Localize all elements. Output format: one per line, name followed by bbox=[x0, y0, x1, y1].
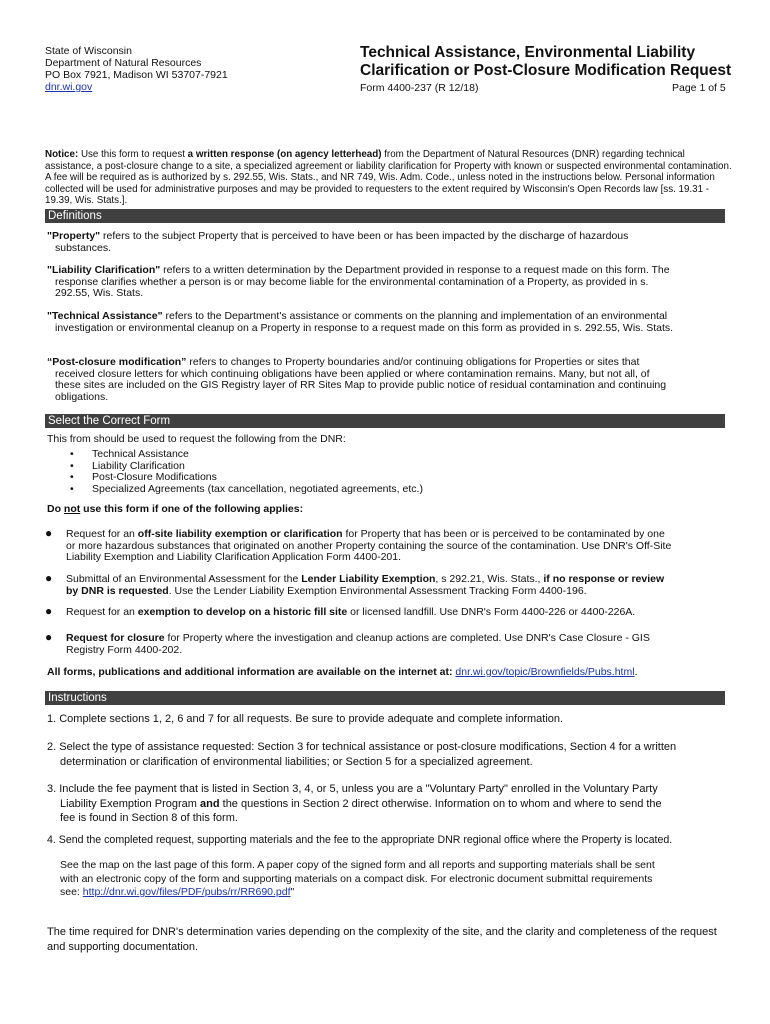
definition-text: obligations. bbox=[55, 390, 109, 403]
definition-liability-clarification bbox=[47, 265, 737, 300]
brownfields-pubs-link[interactable]: dnr.wi.gov/topic/Brownfields/Pubs.html bbox=[455, 666, 635, 678]
page-number: Page 1 of 5 bbox=[672, 82, 726, 94]
definition-text: response clarifies whether a person is or may become liable for the environmental contamination of a Property, as provided in s. bbox=[55, 275, 649, 288]
item-text: Submittal of an Environmental Assessment for the bbox=[66, 573, 302, 585]
step-text: the questions in Section 2 direct otherwise. Information on to whom and where to send the bbox=[219, 797, 662, 810]
definition-term: "Technical Assistance" bbox=[47, 310, 163, 322]
list-item-text: Post-Closure Modifications bbox=[92, 471, 217, 484]
bullet-icon: • bbox=[70, 471, 74, 484]
bullet-icon: ● bbox=[45, 526, 53, 540]
definition-text: received closure letters for which continuing obligations have been applied or where contamination remains. Many, but not all, of bbox=[55, 367, 650, 380]
exclusion-item-offsite bbox=[45, 526, 735, 564]
step-text: Liability Exemption Program bbox=[60, 797, 201, 810]
notice-paragraph bbox=[45, 149, 735, 207]
step-text: see: bbox=[60, 886, 83, 898]
bullet-icon: ● bbox=[45, 604, 53, 618]
definitions-header: Definitions bbox=[45, 209, 725, 223]
definition-text: refers to the subject Property that is perceived to have been or has been impacted by the discharge of hazardous bbox=[100, 230, 629, 242]
item-text: , s 292.21, Wis. Stats., bbox=[435, 573, 544, 585]
bullet-icon: ● bbox=[45, 630, 53, 644]
step-text: " bbox=[290, 886, 295, 898]
item-text: . Use the Lender Liability Exemption Environmental Assessment Tracking Form 4400-196. bbox=[168, 584, 587, 597]
step-text: determination or clarification of environmental liabilities; or Section 5 for a specialized agreement. bbox=[60, 755, 533, 768]
heading-text: Do bbox=[47, 503, 64, 515]
list-item-text: Liability Clarification bbox=[92, 459, 185, 472]
definition-text: these sites are included on the GIS Registry layer of RR Sites Map to provide public notice of residual contamination and continuing bbox=[55, 379, 667, 391]
definition-text: refers to a written determination by the Department provided in response to a request made on this form. The bbox=[160, 264, 670, 276]
item-text: Request for an bbox=[66, 606, 138, 618]
item-text: Request for an bbox=[66, 528, 138, 540]
instruction-step-2 bbox=[47, 740, 737, 769]
select-form-intro: This from should be used to request the following from the DNR: bbox=[47, 433, 346, 445]
item-emphasis: by DNR is requested bbox=[66, 584, 169, 597]
definition-text: refers to the Department's assistance or comments on the planning and implementation of an environmental bbox=[162, 310, 668, 322]
notice-text: Use this form to request bbox=[78, 149, 188, 160]
definition-text: refers to changes to Property boundaries and/or continuing obligations for Properties or sites that bbox=[186, 356, 640, 368]
instruction-step-1: 1. Complete sections 1, 2, 6 and 7 for all requests. Be sure to provide adequate and complete information. bbox=[47, 713, 564, 725]
closing-paragraph: The time required for DNR's determination varies depending on the complexity of the site, and the clarity and completeness of the request and supporting documentation. bbox=[47, 926, 717, 953]
notice-label: Notice: bbox=[45, 149, 79, 160]
definition-technical-assistance bbox=[47, 311, 737, 334]
agency-line: PO Box 7921, Madison WI 53707-7921 bbox=[45, 69, 228, 81]
item-text: or licensed landfill. Use DNR's Form 4400-226 or 4400-226A. bbox=[347, 606, 636, 618]
all-forms-note bbox=[47, 666, 637, 678]
definition-text: 292.55, Wis. Stats. bbox=[55, 287, 144, 299]
bullet-icon: • bbox=[70, 459, 74, 472]
exclusion-item-lender bbox=[45, 571, 735, 597]
list-item bbox=[70, 484, 423, 496]
heading-text: use this form if one of the following applies: bbox=[80, 503, 304, 515]
form-title bbox=[360, 44, 732, 80]
exclusion-item-historic-fill bbox=[45, 604, 735, 619]
step-text: See the map on the last page of this form. A paper copy of the signed form and all reports and supporting materials shall be sent bbox=[60, 859, 655, 871]
definition-text: substances. bbox=[55, 241, 112, 254]
agency-line: State of Wisconsin bbox=[45, 45, 132, 57]
list-item-text: Technical Assistance bbox=[92, 448, 189, 460]
step-emphasis: and bbox=[200, 797, 220, 810]
agency-line: Department of Natural Resources bbox=[45, 57, 202, 69]
step-text: with an electronic copy of the form and supporting materials on a compact disk. For electronic document submittal requirements bbox=[60, 872, 653, 885]
definition-term: "Property" bbox=[47, 230, 101, 242]
do-not-use-heading bbox=[47, 503, 303, 515]
item-emphasis: Request for closure bbox=[66, 632, 165, 644]
bullet-icon: • bbox=[70, 448, 74, 460]
heading-emphasis: not bbox=[63, 503, 81, 515]
instructions-header: Instructions bbox=[45, 691, 725, 705]
item-emphasis: if no response or review bbox=[543, 573, 665, 585]
item-text: or more hazardous substances that originated on another Property containing the source of the contamination. Use DNR's Off-Site bbox=[66, 539, 672, 552]
map-instructions bbox=[60, 859, 732, 900]
title-line: Clarification or Post-Closure Modification Request bbox=[360, 62, 732, 79]
definition-text: investigation or environmental cleanup on a Property in response to a request made on this form as provided in s. 292.55, Wis. Stats. bbox=[55, 321, 674, 334]
notice-emphasis: a written response (on agency letterhead) bbox=[187, 149, 382, 160]
agency-website-link[interactable]: dnr.wi.gov bbox=[45, 81, 93, 93]
note-text: . bbox=[634, 666, 638, 678]
agency-block bbox=[45, 45, 228, 93]
rr690-pdf-link[interactable]: http://dnr.wi.gov/files/PDF/pubs/rr/RR690.pdf bbox=[82, 886, 291, 898]
select-form-header: Select the Correct Form bbox=[45, 414, 725, 428]
item-text: Registry Form 4400-202. bbox=[66, 643, 183, 656]
notice-text: from the Department of Natural Resources (DNR) regarding technical assistance, a post-closure change to a site, a specialized agreement or liability clarification for Property with known or suspected environmental contamination. A fee will be required as is authorized by s. 292.55, Wis. Stats., and NR 749, Wis. Adm. Code., unless noted in the instructions below. Personal information collected will be used for administrative purposes and may be provided to requesters to the extent required by Wisconsin's Open Records law [ss. 19.31 - 19.39, Wis. Stats.]. bbox=[45, 149, 732, 206]
item-text: Liability Exemption and Liability Clarification Application Form 4400-201. bbox=[66, 551, 402, 564]
step-text: fee is found in Section 8 of this form. bbox=[60, 812, 238, 824]
step-text: 2. Select the type of assistance requested: Section 3 for technical assistance or post-closure modifications, Section 4 for a written bbox=[47, 741, 677, 753]
exclusion-item-closure bbox=[45, 630, 735, 656]
instruction-step-3 bbox=[47, 782, 737, 826]
definition-post-closure-modification bbox=[47, 357, 737, 403]
bullet-icon: ● bbox=[45, 571, 53, 585]
item-emphasis: Lender Liability Exemption bbox=[301, 573, 436, 585]
item-text: for Property where the investigation and cleanup actions are completed. Use DNR's Case Closure - GIS bbox=[164, 632, 650, 644]
definition-term: "Liability Clarification" bbox=[47, 264, 161, 276]
form-use-list bbox=[70, 449, 423, 495]
step-text: 3. Include the fee payment that is listed in Section 3, 4, or 5, unless you are a "Voluntary Party" enrolled in the Voluntary Party bbox=[47, 783, 658, 795]
note-text: All forms, publications and additional information are available on the internet at: bbox=[47, 666, 456, 678]
item-emphasis: exemption to develop on a historic fill site bbox=[137, 606, 348, 618]
item-text: for Property that has been or is perceived to be contaminated by one bbox=[342, 528, 665, 540]
bullet-icon: • bbox=[70, 482, 74, 495]
definition-property bbox=[47, 231, 737, 254]
definition-term: “Post-closure modification” bbox=[47, 356, 187, 368]
list-item-text: Specialized Agreements (tax cancellation, negotiated agreements, etc.) bbox=[92, 482, 423, 495]
item-emphasis: off-site liability exemption or clarification bbox=[137, 528, 343, 540]
title-line: Technical Assistance, Environmental Liability bbox=[360, 44, 696, 61]
form-number: Form 4400-237 (R 12/18) bbox=[360, 82, 479, 94]
instruction-step-4: 4. Send the completed request, supporting materials and the fee to the appropriate DNR regional office where the Property is located. bbox=[47, 834, 673, 846]
